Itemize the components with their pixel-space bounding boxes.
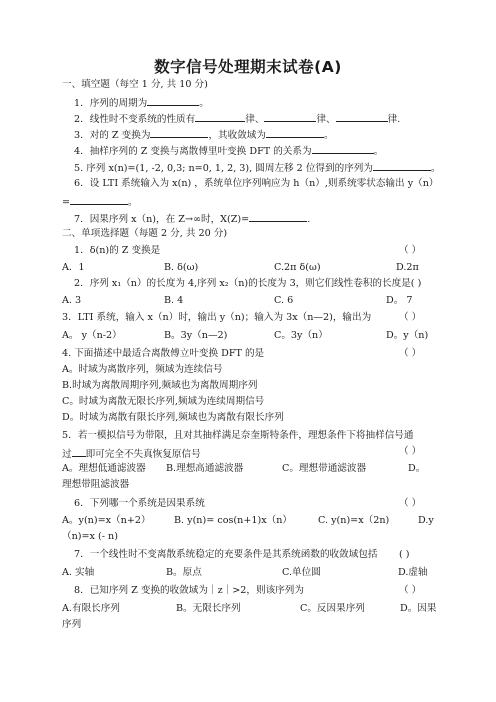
q1-text: 1．序列的周期为 xyxy=(74,98,148,109)
option-b: B。无限长序列 xyxy=(176,603,241,614)
option-b: B.理想高通滤波器 xyxy=(166,463,244,474)
mc-question-1: 1．δ(n)的 Z 变换是 xyxy=(74,245,161,256)
answer-blank xyxy=(195,111,245,122)
q2-post: 律. xyxy=(387,114,401,125)
option-a: A。理想低通滤波器 xyxy=(62,463,146,474)
q7-post: . xyxy=(307,214,311,225)
option-a: A.有限长序列 xyxy=(62,603,120,614)
option-d: D。 xyxy=(408,463,426,474)
answer-blank xyxy=(266,127,324,138)
option-d: D。y（n) xyxy=(386,330,429,341)
answer-blank xyxy=(249,211,307,222)
option-c: C. 6 xyxy=(274,295,294,306)
question-1-6-cont xyxy=(62,194,138,209)
option-d: D.2π xyxy=(396,262,419,273)
answer-paren: （ ） xyxy=(399,585,422,596)
option-d-wrap: 序列 xyxy=(62,619,82,630)
q5-tail: 即可完全不失真恢复原信号 xyxy=(85,449,201,460)
question-1-3 xyxy=(74,127,334,142)
option-b: B. y(n)= cos(n+1)x（n） xyxy=(174,515,292,526)
option-d: D.虚轴 xyxy=(398,567,428,578)
option-b: B。原点 xyxy=(166,567,202,578)
page-title: 数字信号处理期末试卷(A) xyxy=(154,58,342,76)
answer-paren: （ ） xyxy=(399,446,422,457)
option-b: B. δ(ω) xyxy=(164,262,199,273)
mc-question-2: 2．序列 x₁（n）的长度为 4,序列 x₂（n)的长度为 3，则它们线性卷积的长度是( ) xyxy=(74,278,422,289)
q4-text: 4．抽样序列的 Z 变换与离散傅里叶变换 DFT 的关系为 xyxy=(74,146,312,157)
answer-paren: （ ） xyxy=(399,498,422,509)
option-c: C。反因果序列 xyxy=(300,603,365,614)
q2-mid1: 律、 xyxy=(245,114,265,125)
option-d: D。 7 xyxy=(386,295,413,306)
q6-eq: = xyxy=(62,197,71,208)
option-c: C.单位圆 xyxy=(282,567,321,578)
section1-header: 一、填空题（每空 1 分, 共 10 分) xyxy=(62,79,208,90)
option-c: C。3y（n） xyxy=(274,330,328,341)
q2-mid2: 律、 xyxy=(316,114,336,125)
answer-blank xyxy=(373,160,431,171)
option-c: C. y(n)=x（2n) xyxy=(318,515,390,526)
q3-text: 3．对的 Z 变换为 xyxy=(74,130,151,141)
question-1-2 xyxy=(74,111,400,126)
option-b: B.时域为离散周期序列,频域也为离散周期序列 xyxy=(62,380,258,391)
mc-question-7: 7．一个线性时不变离散系统稳定的充要条件是其系统函数的收敛域包括 xyxy=(74,549,378,560)
q1-post: 。 xyxy=(199,98,209,109)
mc-question-5-cont xyxy=(62,446,201,461)
answer-paren: ( ) xyxy=(399,549,410,560)
option-a: A。时域为离散序列，频域为连续信号 xyxy=(62,364,223,375)
option-c: C。时域为离散无限长序列,频域为连续周期信号 xyxy=(62,396,265,407)
answer-blank xyxy=(336,111,388,122)
option-d: D.y xyxy=(418,515,434,526)
option-c: C.2π δ(ω) xyxy=(274,262,321,273)
answer-blank xyxy=(70,194,128,205)
mc-question-4: 4. 下面描述中最适合离散傅立叶变换 DFT 的是 xyxy=(62,348,265,359)
q5-post: 。 xyxy=(431,163,441,174)
option-d-wrap: 理想带阻滤波器 xyxy=(62,479,130,490)
option-a: A. 实轴 xyxy=(62,567,95,578)
question-1-6: 6．设 LTI 系统输入为 x(n) ，系统单位序列响应为 h（n）,则系统零状态输出 y（n） xyxy=(74,178,439,189)
mc-question-6: 6．下列哪一个系统是因果系统 xyxy=(74,498,205,509)
mc-question-8: 8．已知序列 Z 变换的收敛域为｜z｜>2，则该序列为 xyxy=(74,585,304,596)
question-1-7 xyxy=(74,211,310,226)
question-1-5 xyxy=(74,160,441,175)
answer-blank xyxy=(147,95,199,106)
option-b: B. 4 xyxy=(164,295,184,306)
q4-post: 。 xyxy=(373,146,384,157)
section2-header: 二、单项选择题（每题 2 分, 共 20 分) xyxy=(62,228,228,239)
q3-post: 。 xyxy=(324,130,334,141)
q6-post: 。 xyxy=(128,197,138,208)
answer-blank xyxy=(312,143,374,154)
q7-text: 7．因果序列 x（n)，在 Z→∞时，X(Z)= xyxy=(74,214,250,225)
mc-question-3: 3．LTI 系统，输入 x（n）时，输出 y（n)；输入为 3x（n—2)，输出为 xyxy=(62,312,372,323)
mc-question-5: 5．若一模拟信号为带限，且对其抽样满足奈奎斯特条件，理想条件下将抽样信号通 xyxy=(62,430,414,441)
question-1-4 xyxy=(74,143,383,158)
answer-blank xyxy=(264,111,316,122)
answer-paren: （ ） xyxy=(399,348,422,359)
answer-blank xyxy=(150,127,208,138)
option-a: A。 y（n-2） xyxy=(62,330,122,341)
option-d-wrap: （n)=x (- n) xyxy=(62,531,118,542)
question-1-1 xyxy=(74,95,209,110)
answer-blank xyxy=(72,446,86,457)
q2-text: 2．线性时不变系统的性质有 xyxy=(74,114,196,125)
option-d: D。因果 xyxy=(400,603,437,614)
option-d: D。时域为离散有限长序列,频域也为离散有限长序列 xyxy=(62,412,284,423)
answer-paren: （ ） xyxy=(399,245,422,256)
q5-text: 5. 序列 x(n)=(1, -2, 0,3; n=0, 1, 2, 3), 圆周左移 2 位得到的序列为 xyxy=(74,163,373,174)
option-a: A。y(n)=x（n+2） xyxy=(62,515,151,526)
option-c: C。理想带通滤波器 xyxy=(282,463,367,474)
answer-paren: （ ） xyxy=(399,312,422,323)
q3-mid: ，其收敛域为 xyxy=(208,130,266,141)
option-a: A. 3 xyxy=(62,295,82,306)
option-a: A．1 xyxy=(62,262,85,273)
option-b: B。3y（n—2) xyxy=(164,330,228,341)
q5-pass: 过 xyxy=(62,449,72,460)
